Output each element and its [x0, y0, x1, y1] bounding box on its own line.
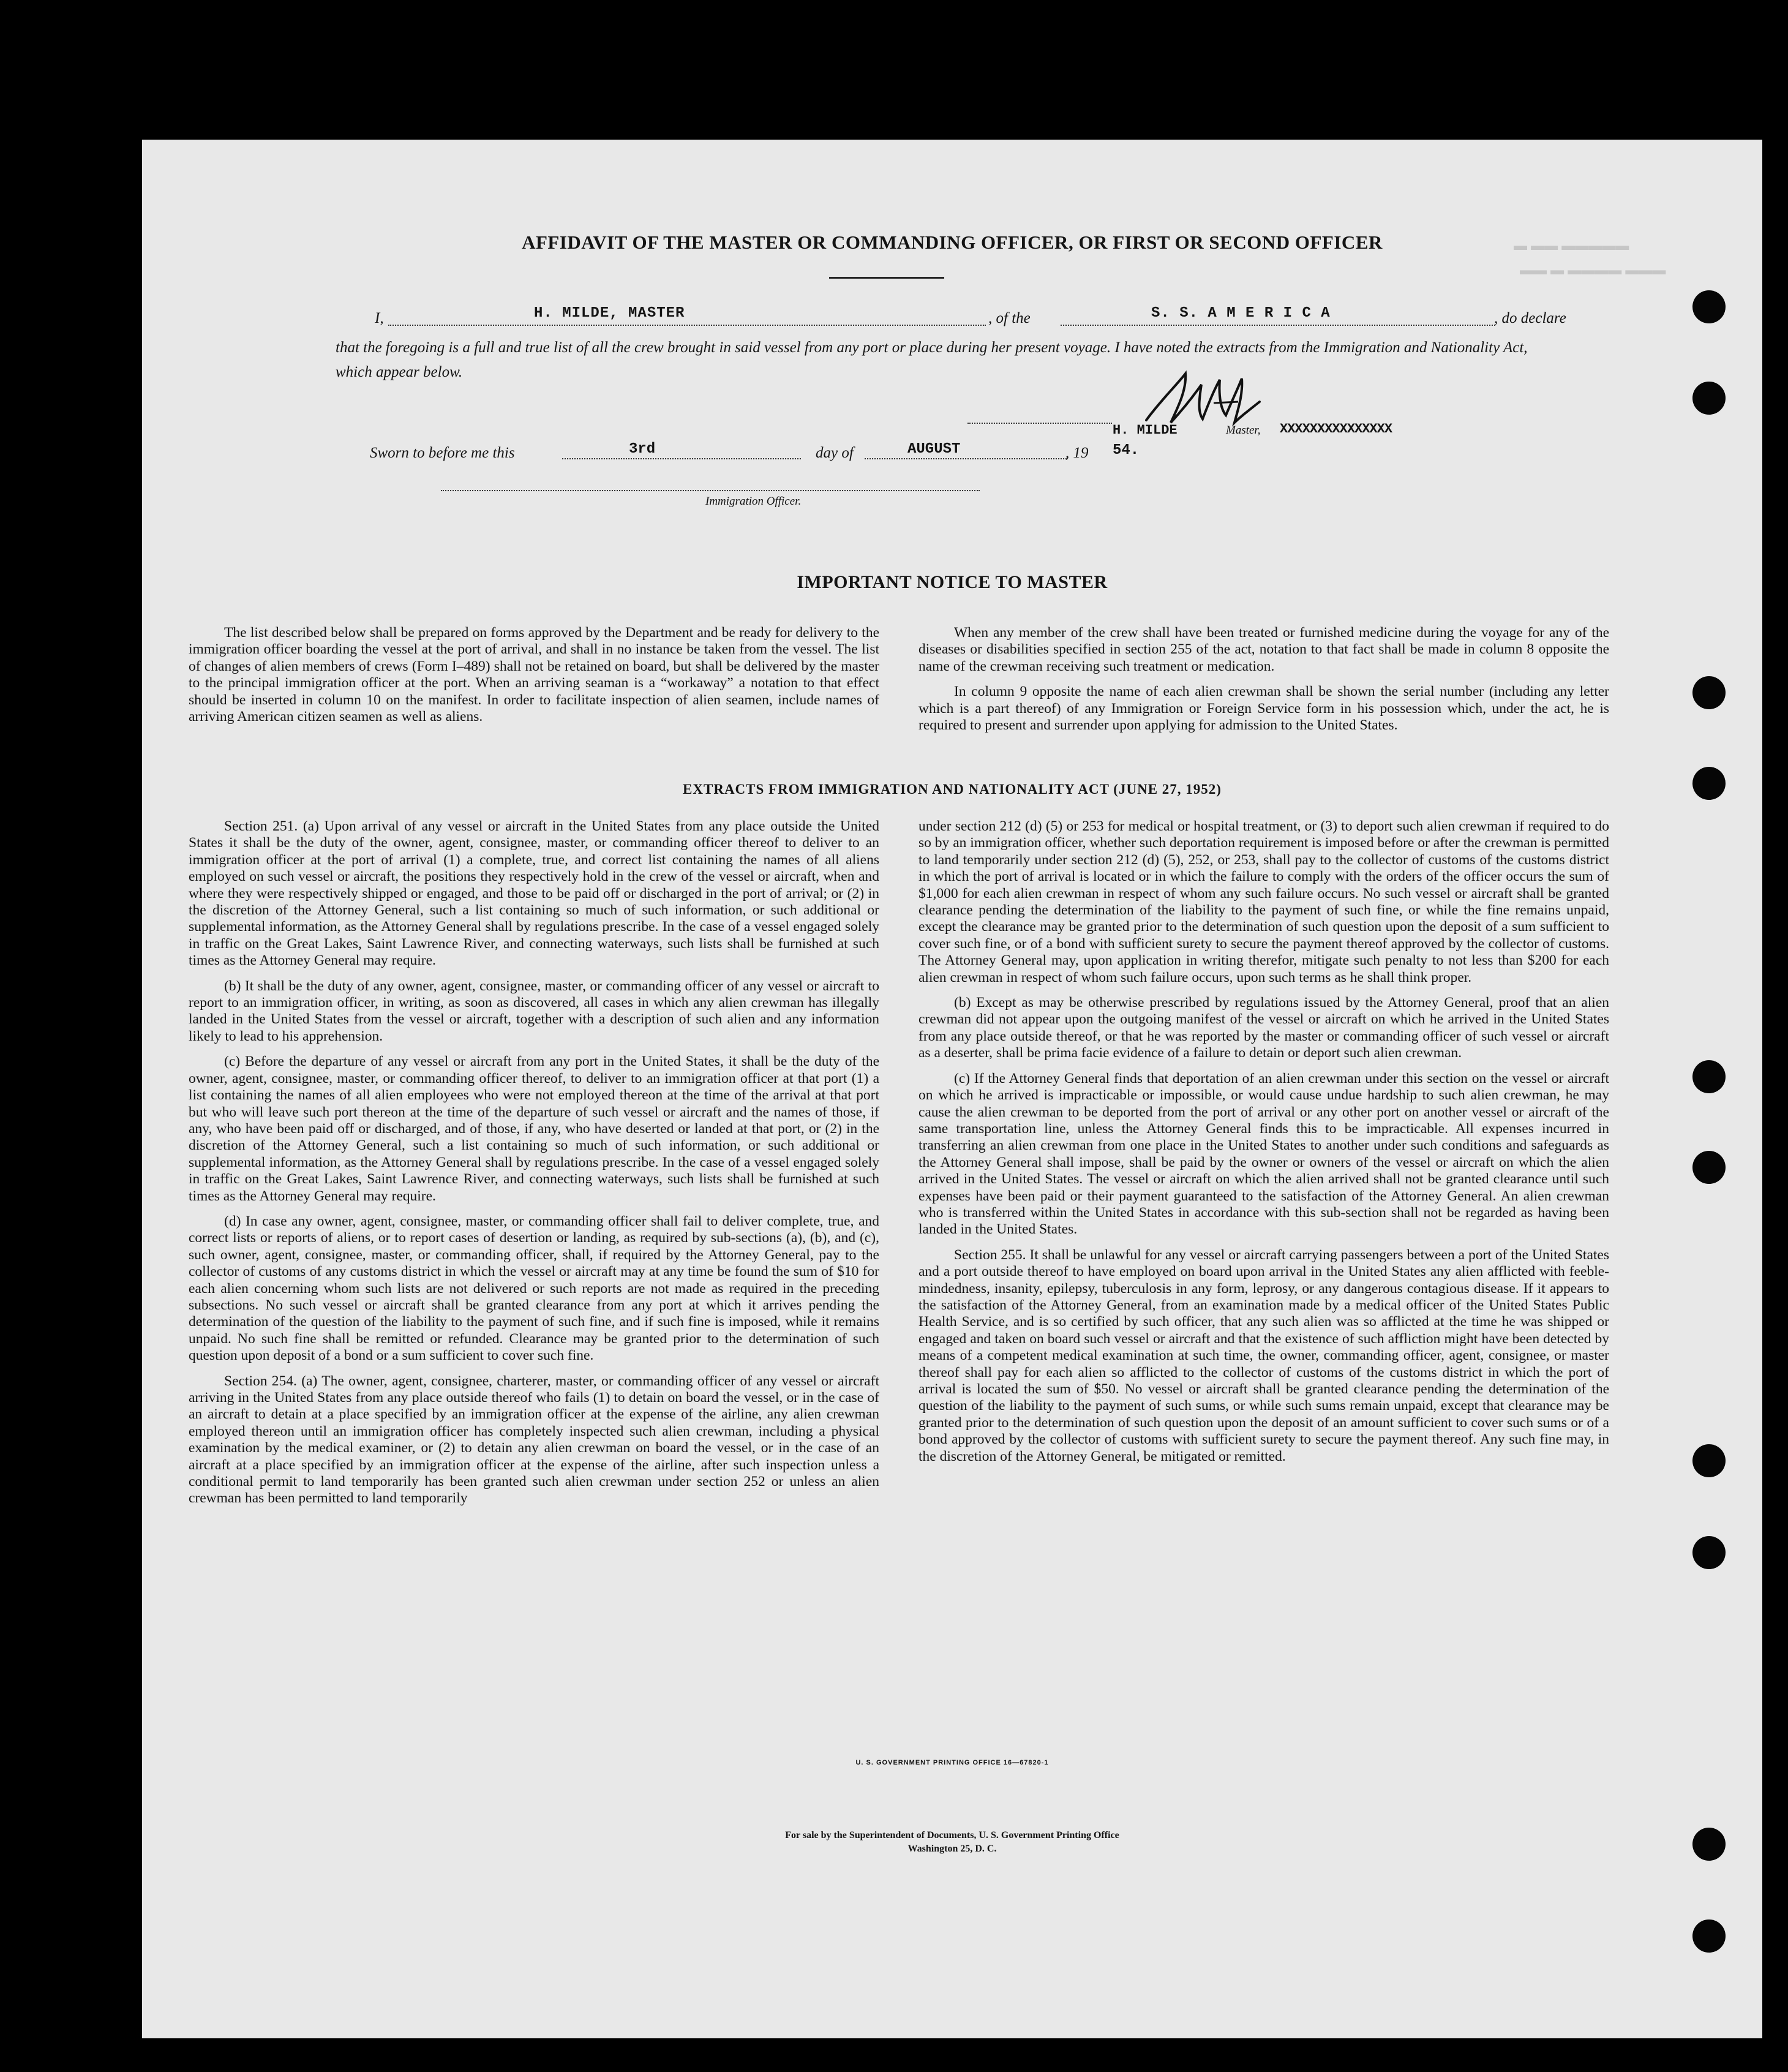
master-name-field[interactable]: H. MILDE, MASTER — [534, 305, 685, 322]
of-the-label: , of the — [988, 310, 1031, 326]
sworn-label: Sworn to before me this — [370, 445, 515, 461]
statute-paragraph: (b) Except as may be otherwise prescribed by regulations issued by the Attorney General, proof that an alien crewman did not appear upon the outgoing manifest of the vessel or aircraft on which he arrived in the United States from any place outside thereof, or that he was reported by the master or commanding officer of such vessel or aircraft as a deserter, shall be prima facie evidence of a failure to detain or deport such alien crewman. — [918, 995, 1609, 1061]
notice-left-column — [189, 625, 879, 734]
affidavit-title: AFFIDAVIT OF THE MASTER OR COMMANDING OFFICER, OR FIRST OR SECOND OFFICER — [522, 232, 1383, 253]
sale-notice-line: Washington 25, D. C. — [907, 1844, 997, 1854]
i-label: I, — [375, 310, 384, 326]
immigration-officer-label: Immigration Officer. — [705, 495, 802, 508]
signature-role: Master, — [1226, 424, 1261, 437]
month-field-line — [865, 458, 1067, 459]
sworn-year-field[interactable]: 54. — [1113, 442, 1140, 459]
punch-hole — [1692, 382, 1726, 415]
statute-paragraph: Section 255. It shall be unlawful for any vessel or aircraft carrying passengers between a port of the United States and a port outside thereof to have employed on board upon arrival in the United States any alien afflicted with feeble-mindedness, insanity, epilepsy, tuberculosis in any form, leprosy, or any dangerous contagious disease. If it appears to the satisfaction of the Attorney General, from an examination made by a medical officer of the United States Public Health Service, and is so certified by such officer, that any such alien was so afflicted at the time he was shipped or engaged and taken on board such vessel or aircraft and that the existence of such affliction might have been detected by means of a competent medical examination at such time, the owner, commanding officer, agent, consignee, or master thereof shall pay for each alien so afflicted to the collector of customs of the customs district in which the port of arrival is located the sum of $50. No vessel or aircraft shall be granted clearance pending the determination of the question of the liability to the payment of such sums, or while such sums remain unpaid, except that clearance may be granted prior to the determination of such question upon the deposit of an amount sufficient to cover such sums or of a bond approved by the collector of customs with sufficient surety to secure the payment thereof. Any such fine may, in the discretion of the Attorney General, be mitigated or remitted. — [918, 1246, 1609, 1464]
day-field-line — [562, 458, 801, 459]
sworn-month-field[interactable]: AUGUST — [907, 441, 961, 458]
notice-title: IMPORTANT NOTICE TO MASTER — [797, 572, 1108, 592]
sale-notice — [142, 1829, 1762, 1856]
day-of-label: day of — [816, 445, 854, 461]
gpo-imprint: U. S. GOVERNMENT PRINTING OFFICE 16—67820-1 — [855, 1759, 1049, 1766]
punch-hole — [1692, 1919, 1726, 1953]
notice-paragraph: In column 9 opposite the name of each alien crewman shall be shown the serial number (including any letter which is a part thereof) of any Immigration or Foreign Service form in his possession which, under the act, he is required to present and surrender upon applying for admission to the United States. — [918, 684, 1609, 734]
struck-out-title: XXXXXXXXXXXXXXX — [1280, 421, 1392, 437]
punch-hole — [1692, 1060, 1726, 1093]
sale-notice-line: For sale by the Superintendent of Documents, U. S. Government Printing Office — [785, 1830, 1119, 1840]
statute-paragraph: under section 212 (d) (5) or 253 for medical or hospital treatment, or (3) to deport such alien crewman if required to do so by an immigration officer, whether such deportation requirement is imposed before or after the crewman is permitted to land temporarily under section 212 (d) (5), 252, or 253, shall pay to the collector of customs of the customs district in which the port of arrival is located or in which the failure to comply with the orders of the officer occurs the sum of $1,000 for each alien crewman in respect of whom any such failure occurs. No such vessel or aircraft shall be granted clearance pending the determination of the liability to the payment of such fine, or while the fine remains unpaid, except the clearance may be granted prior to the determination of such question upon the deposit of a sum sufficient to cover such fine, or of a bond with sufficient surety to secure the payment thereof approved by the collector of customs. The Attorney General may, upon application in writing therefor, mitigate such penalty to not less than $200 for each alien crewman in respect of whom such failure occurs, upon such terms as he shall think proper. — [918, 818, 1609, 985]
immigration-officer-line — [441, 490, 980, 491]
vessel-name-field[interactable]: S. S. A M E R I C A — [1151, 305, 1331, 322]
vessel-field-line — [1061, 325, 1495, 326]
punch-hole — [1692, 676, 1726, 709]
statute-paragraph: (c) If the Attorney General finds that deportation of an alien crewman under this section on the vessel or aircraft on which he arrived is impracticable or impossible, or would cause undue hardship to such alien crewman, he may cause the alien crewman to be deported from the port of arrival or any other port on another vessel or aircraft of the same transportation line, unless the Attorney General finds this to be impracticable. All expenses incurred in transferring an alien crewman from one place in the United States to another under such conditions and safeguards as the Attorney General shall impose, shall be paid by the owner or owners of the vessel or aircraft on which the alien arrived in the United States. The vessel or aircraft on which the alien arrived shall not be granted clearance until such expenses have been paid or their payment guaranteed to the satisfaction of the Attorney General. An alien crewman who is transferred within the United States in accordance with this sub-section shall not be regarded as having been landed in the United States. — [918, 1070, 1609, 1238]
do-declare-label: , do declare — [1494, 310, 1566, 326]
name-field-line — [388, 325, 986, 326]
statute-paragraph: (c) Before the departure of any vessel or aircraft from any port in the United States, it shall be the duty of the owner, agent, consignee, master, or commanding officer thereof, to deliver to an immigration officer at that port (1) a list containing the names of all alien employees who were not employed thereon at the time of the arrival at that port but who will leave such port thereon at the time of the departure of such vessel or aircraft and the names of those, if any, who have been paid off or discharged, and of those, if any, who have deserted or landed at that port, or (2) in the discretion of the Attorney General, such a list containing so much of such information, or such additional or supplemental information, as the Attorney General shall by regulations prescribe. In the case of a vessel engaged solely in traffic on the Great Lakes, Saint Lawrence River, and connecting waterways, such lists shall be furnished at such times as the Attorney General may require. — [189, 1053, 879, 1204]
bleed-through-marks: ▬▬ ▬ ▬▬▬▬ ▬▬▬ — [1520, 262, 1666, 277]
form-page — [142, 140, 1762, 2038]
punch-hole — [1692, 1444, 1726, 1477]
punch-hole — [1692, 1151, 1726, 1184]
extracts-left-column — [189, 818, 879, 1516]
statute-paragraph: Section 254. (a) The owner, agent, consignee, charterer, master, or commanding officer of any vessel or aircraft arriving in the United States from any place outside thereof who fails (1) to detain on board the vessel, or in the case of an aircraft to detain at a place specified by an immigration officer at the expense of the airline, any alien crewman employed thereon until an immigration officer has completely inspected such alien crewman, including a physical examination by the medical examiner, or (2) to detain any alien crewman on board the vessel, or in the case of an aircraft at a place specified by an immigration officer at the expense of the airline, after such inspection unless a conditional permit to land temporarily has been granted such alien crewman under section 252 or unless an alien crewman has been permitted to land temporarily — [189, 1373, 879, 1507]
extracts-title: EXTRACTS FROM IMMIGRATION AND NATIONALITY ACT (JUNE 27, 1952) — [683, 782, 1222, 797]
notice-paragraph: The list described below shall be prepared on forms approved by the Department and be ready for delivery to the immigration officer boarding the vessel at the port of arrival, and shall in no instance be taken from the vessel. The list of changes of alien members of crews (Form I–489) shall not be retained on board, but shall be delivered by the master to the principal immigration officer at the port. When an arriving seaman is a “workaway” a notation to that effect should be inserted in column 10 on the manifest. In order to facilitate inspection of alien seamen, include names of arriving American citizen seamen as well as aliens. — [189, 625, 879, 725]
statute-paragraph: (b) It shall be the duty of any owner, agent, consignee, master, or commanding officer of any vessel or aircraft to report to an immigration officer, in writing, as soon as discovered, all cases in which any alien crewman has illegally landed in the United States from the vessel or aircraft, together with a description of such alien and any information likely to lead to his apprehension. — [189, 978, 879, 1044]
signature-line — [967, 423, 1112, 424]
punch-hole — [1692, 290, 1726, 323]
bleed-through-marks: ▬ ▬▬ ▬▬▬▬▬ — [1514, 238, 1629, 253]
title-divider — [829, 277, 944, 279]
declaration-text: that the foregoing is a full and true list of all the crew brought in said vessel from any port or place during her present voyage. I have noted the extracts from the Immigration and Nationality Act, which appear below. — [336, 339, 1528, 380]
year-prefix: , 19 — [1065, 445, 1089, 461]
statute-paragraph: (d) In case any owner, agent, consignee, master, or commanding officer shall fail to deliver complete, true, and correct lists or reports of aliens, or to report cases of desertion or landing, as required by sub-sections (a), (b), and (c), such owner, agent, consignee, master, or commanding officer, shall, if required by the Attorney General, pay to the collector of customs of any customs district in which the vessel or aircraft may at any time be found the sum of $10 for each alien concerning whom such lists are not delivered or such reports are not made as required in the preceding subsections. No such vessel or aircraft shall be granted clearance from any port at which it arrives pending the determination of the question of the liability to the payment of such fine, and if such fine is imposed, while it remains unpaid. No such fine shall be remitted or refunded. Clearance may be granted prior to the determination of such question upon deposit of a bond or a sum sufficient to cover such fine. — [189, 1213, 879, 1364]
statute-paragraph: Section 251. (a) Upon arrival of any vessel or aircraft in the United States from any place outside the United States it shall be the duty of the owner, agent, consignee, master, or commanding officer thereof to deliver to an immigration officer at the port of arrival (1) a complete, true, and correct list containing the names of all aliens employed on such vessel or aircraft, the positions they respectively hold in the crew of the vessel or aircraft, when and where they were respectively shipped or engaged, and those to be paid off or discharged in the port of arrival; or (2) in the discretion of the Attorney General, such a list containing so much of such information, or such additional or supplemental information, as the Attorney General shall by regulations prescribe. In the case of a vessel engaged solely in traffic on the Great Lakes, Saint Lawrence River, and connecting waterways, such lists shall be furnished at such times as the Attorney General may require. — [189, 818, 879, 969]
notice-right-column — [918, 625, 1609, 742]
punch-hole — [1692, 1536, 1726, 1569]
extracts-right-column — [918, 818, 1609, 1474]
notice-paragraph: When any member of the crew shall have been treated or furnished medicine during the voyage for any of the diseases or disabilities specified in section 255 of the act, notation to that fact shall be made in column 8 opposite the name of the crewman receiving such treatment or medication. — [918, 625, 1609, 674]
sworn-day-field[interactable]: 3rd — [629, 441, 656, 458]
signature-name: H. MILDE — [1113, 423, 1178, 438]
